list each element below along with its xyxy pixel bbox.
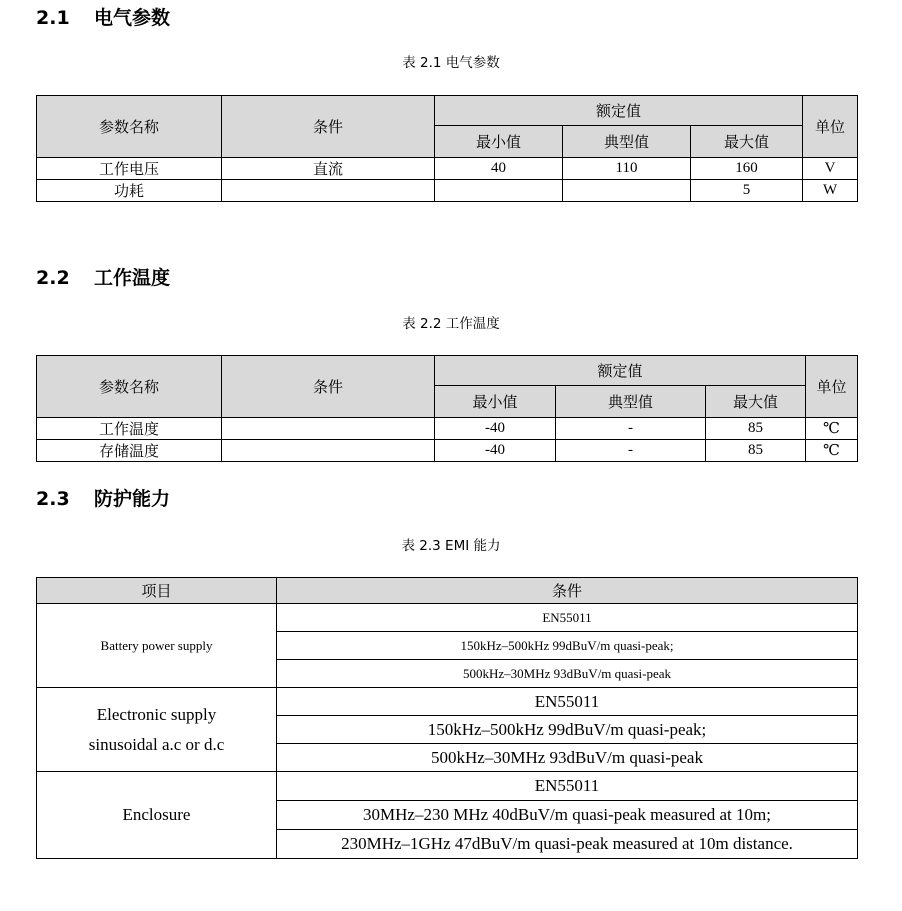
cell-unit: ℃ [806, 418, 858, 440]
header-max: 最大值 [691, 126, 803, 158]
electrical-parameters-table [36, 95, 858, 202]
table-row [37, 418, 858, 440]
section-number: 2.1 [36, 7, 70, 29]
condition-line: EN55011 [534, 776, 600, 795]
table-row [37, 180, 858, 202]
header-condition: 条件 [222, 96, 435, 158]
header-rated-value: 额定值 [435, 96, 803, 126]
cell-min: -40 [435, 440, 556, 462]
condition-line: 150kHz–500kHz 99dBuV/m quasi-peak; [277, 715, 857, 743]
item-line: sinusoidal a.c or d.c [88, 734, 225, 754]
section-number: 2.3 [36, 488, 70, 510]
cell-typ: - [556, 440, 706, 462]
cell-max: 160 [691, 158, 803, 180]
cell-unit: W [803, 180, 858, 202]
section-heading-2-2 [36, 266, 170, 290]
cell-min [435, 180, 563, 202]
header-param-name: 参数名称 [37, 356, 222, 418]
cell-max: 5 [691, 180, 803, 202]
cell-typ: - [556, 418, 706, 440]
condition-line: 500kHz–30MHz 93dBuV/m quasi-peak [277, 743, 857, 771]
cell-param: 存储温度 [37, 440, 222, 462]
section-title: 防护能力 [94, 488, 171, 510]
table-caption-2-2: 表 2.2 工作温度 [402, 316, 500, 332]
header-item: 项目 [37, 578, 277, 604]
cell-condition [222, 440, 435, 462]
table-row [37, 688, 858, 772]
header-condition: 条件 [222, 356, 435, 418]
cell-typ: 110 [563, 158, 691, 180]
condition-line: 30MHz–230 MHz 40dBuV/m quasi-peak measured at 10m; [277, 800, 857, 829]
table-caption-2-1: 表 2.1 电气参数 [402, 55, 500, 71]
cell-condition [277, 688, 858, 772]
header-unit: 单位 [803, 96, 858, 158]
cell-typ [563, 180, 691, 202]
cell-condition [277, 772, 858, 859]
header-param-name: 参数名称 [37, 96, 222, 158]
cell-param: 工作温度 [37, 418, 222, 440]
cell-condition: 直流 [222, 158, 435, 180]
condition-line: EN55011 [534, 692, 600, 711]
cell-unit: ℃ [806, 440, 858, 462]
operating-temperature-table [36, 355, 858, 462]
section-heading-2-1 [36, 6, 170, 30]
cell-min: -40 [435, 418, 556, 440]
cell-param: 工作电压 [37, 158, 222, 180]
header-min: 最小值 [435, 386, 556, 418]
item-line: Electronic supply [96, 704, 217, 724]
section-title: 电气参数 [94, 7, 171, 29]
table-row [37, 772, 858, 859]
table-caption-2-3: 表 2.3 EMI 能力 [401, 538, 501, 554]
table-row [37, 440, 858, 462]
header-typ: 典型值 [563, 126, 691, 158]
condition-line: 500kHz–30MHz 93dBuV/m quasi-peak [277, 659, 857, 687]
cell-item [37, 688, 277, 772]
cell-param: 功耗 [37, 180, 222, 202]
header-unit: 单位 [806, 356, 858, 418]
cell-condition [222, 418, 435, 440]
cell-unit: V [803, 158, 858, 180]
section-number: 2.2 [36, 267, 70, 289]
cell-max: 85 [706, 440, 806, 462]
cell-item: Enclosure [37, 772, 277, 859]
table-row [37, 158, 858, 180]
header-condition: 条件 [277, 578, 858, 604]
header-rated-value: 额定值 [435, 356, 806, 386]
section-heading-2-3 [36, 487, 170, 511]
header-max: 最大值 [706, 386, 806, 418]
section-title: 工作温度 [94, 267, 171, 289]
cell-min: 40 [435, 158, 563, 180]
emi-capability-table [36, 577, 858, 859]
cell-condition [222, 180, 435, 202]
cell-condition [277, 604, 858, 688]
condition-line: EN55011 [542, 610, 592, 625]
header-typ: 典型值 [556, 386, 706, 418]
condition-line: 230MHz–1GHz 47dBuV/m quasi-peak measured at 10m distance. [277, 829, 857, 858]
condition-line: 150kHz–500kHz 99dBuV/m quasi-peak; [277, 631, 857, 659]
table-row [37, 604, 858, 688]
cell-max: 85 [706, 418, 806, 440]
cell-item: Battery power supply [37, 604, 277, 688]
header-min: 最小值 [435, 126, 563, 158]
